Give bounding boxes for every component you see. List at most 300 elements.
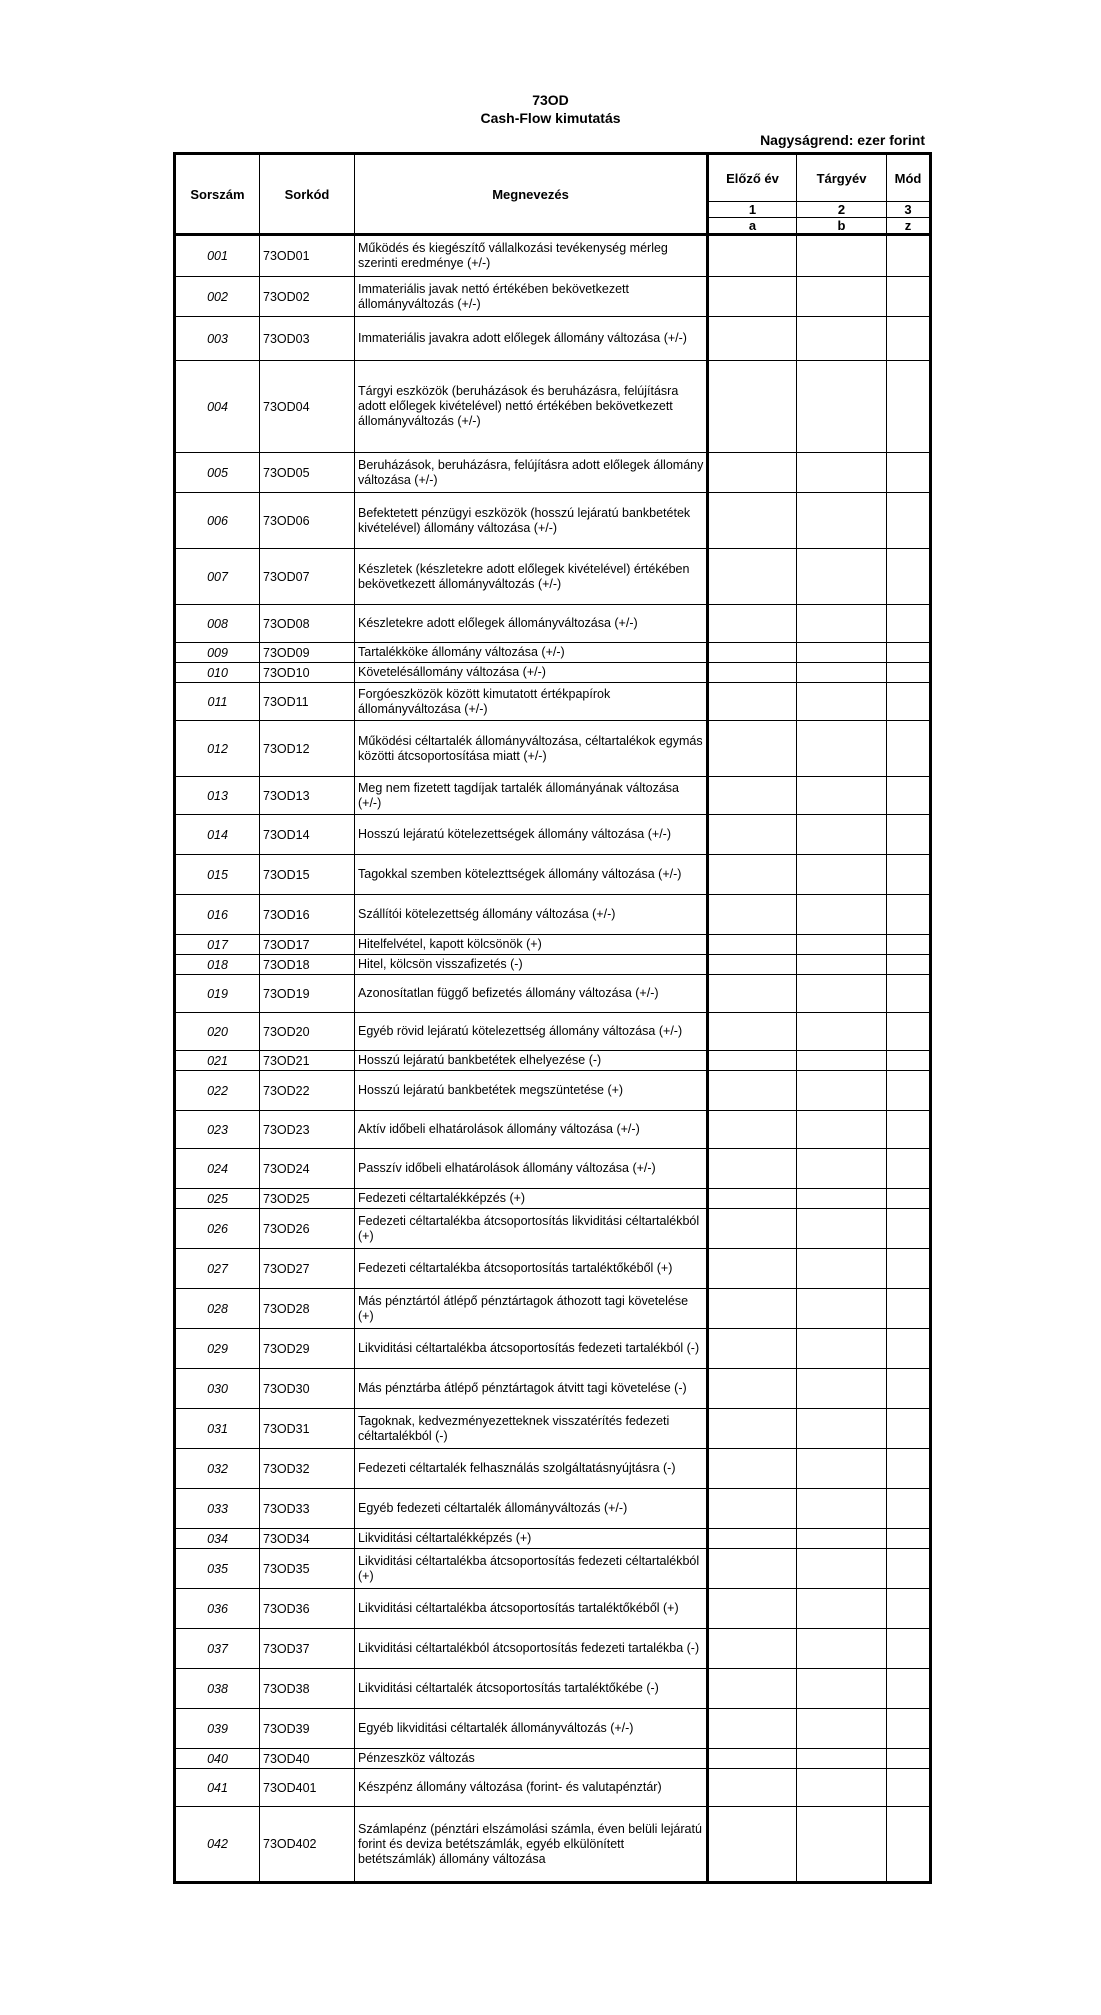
row-mod-value-cell[interactable] bbox=[887, 975, 931, 1013]
row-prev-value-cell[interactable] bbox=[708, 1111, 797, 1149]
row-seq: 002 bbox=[175, 277, 260, 317]
row-prev-value-cell[interactable] bbox=[708, 777, 797, 815]
table-row bbox=[175, 1769, 931, 1807]
row-code: 73OD29 bbox=[260, 1329, 355, 1369]
row-seq: 012 bbox=[175, 721, 260, 777]
row-name: Készpénz állomány változása (forint- és valutapénztár) bbox=[355, 1769, 708, 1807]
row-mod-value-cell[interactable] bbox=[887, 643, 931, 663]
row-prev-value-cell[interactable] bbox=[708, 1449, 797, 1489]
row-mod-value-cell[interactable] bbox=[887, 1249, 931, 1289]
row-curr-value-cell[interactable] bbox=[797, 361, 887, 453]
row-prev-value-cell[interactable] bbox=[708, 549, 797, 605]
row-name: Likviditási céltartalékba átcsoportosítás fedezeti céltartalékból (+) bbox=[355, 1549, 708, 1589]
row-curr-value-cell[interactable] bbox=[797, 1249, 887, 1289]
row-prev-value-cell[interactable] bbox=[708, 1209, 797, 1249]
row-code: 73OD10 bbox=[260, 663, 355, 683]
row-code: 73OD06 bbox=[260, 493, 355, 549]
row-code: 73OD09 bbox=[260, 643, 355, 663]
row-code: 73OD26 bbox=[260, 1209, 355, 1249]
row-name: Tartalékköke állomány változása (+/-) bbox=[355, 643, 708, 663]
row-code: 73OD33 bbox=[260, 1489, 355, 1529]
row-mod-value-cell[interactable] bbox=[887, 361, 931, 453]
row-mod-value-cell[interactable] bbox=[887, 1409, 931, 1449]
row-name: Követelésállomány változása (+/-) bbox=[355, 663, 708, 683]
row-seq: 042 bbox=[175, 1807, 260, 1883]
table-row bbox=[175, 1489, 931, 1529]
form-title: Cash-Flow kimutatás bbox=[480, 110, 621, 126]
row-prev-value-cell[interactable] bbox=[708, 1807, 797, 1883]
row-seq: 023 bbox=[175, 1111, 260, 1149]
table-row bbox=[175, 1549, 931, 1589]
row-code: 73OD35 bbox=[260, 1549, 355, 1589]
row-name: Passzív időbeli elhatárolások állomány változása (+/-) bbox=[355, 1149, 708, 1189]
row-prev-value-cell[interactable] bbox=[708, 361, 797, 453]
row-mod-value-cell[interactable] bbox=[887, 1209, 931, 1249]
row-code: 73OD17 bbox=[260, 935, 355, 955]
row-code: 73OD05 bbox=[260, 453, 355, 493]
table-row bbox=[175, 663, 931, 683]
row-curr-value-cell[interactable] bbox=[797, 1549, 887, 1589]
row-prev-value-cell[interactable] bbox=[708, 1369, 797, 1409]
row-seq: 014 bbox=[175, 815, 260, 855]
row-name: Meg nem fizetett tagdíjak tartalék állományának változása (+/-) bbox=[355, 777, 708, 815]
table-row bbox=[175, 1749, 931, 1769]
row-seq: 021 bbox=[175, 1051, 260, 1071]
row-mod-value-cell[interactable] bbox=[887, 1629, 931, 1669]
table-row bbox=[175, 1189, 931, 1209]
row-name: Hosszú lejáratú bankbetétek elhelyezése (-) bbox=[355, 1051, 708, 1071]
row-seq: 013 bbox=[175, 777, 260, 815]
row-prev-value-cell[interactable] bbox=[708, 1709, 797, 1749]
row-prev-value-cell[interactable] bbox=[708, 1249, 797, 1289]
row-curr-value-cell[interactable] bbox=[797, 1769, 887, 1807]
row-name: Immateriális javak nettó értékében bekövetkezett állományváltozás (+/-) bbox=[355, 277, 708, 317]
row-curr-value-cell[interactable] bbox=[797, 1051, 887, 1071]
row-curr-value-cell[interactable] bbox=[797, 605, 887, 643]
row-seq: 037 bbox=[175, 1629, 260, 1669]
row-code: 73OD25 bbox=[260, 1189, 355, 1209]
table-row bbox=[175, 1051, 931, 1071]
row-seq: 027 bbox=[175, 1249, 260, 1289]
row-prev-value-cell[interactable] bbox=[708, 1189, 797, 1209]
row-prev-value-cell[interactable] bbox=[708, 1669, 797, 1709]
row-curr-value-cell[interactable] bbox=[797, 1111, 887, 1149]
col-num-prev: 1 bbox=[708, 202, 797, 218]
row-name: Más pénztártól átlépő pénztártagok áthozott tagi követelése (+) bbox=[355, 1289, 708, 1329]
row-mod-value-cell[interactable] bbox=[887, 1807, 931, 1883]
row-code: 73OD31 bbox=[260, 1409, 355, 1449]
row-mod-value-cell[interactable] bbox=[887, 935, 931, 955]
row-prev-value-cell[interactable] bbox=[708, 235, 797, 277]
row-mod-value-cell[interactable] bbox=[887, 1489, 931, 1529]
table-row bbox=[175, 1249, 931, 1289]
col-header-name: Megnevezés bbox=[355, 154, 708, 235]
row-seq: 041 bbox=[175, 1769, 260, 1807]
row-code: 73OD40 bbox=[260, 1749, 355, 1769]
row-seq: 038 bbox=[175, 1669, 260, 1709]
row-prev-value-cell[interactable] bbox=[708, 493, 797, 549]
row-seq: 020 bbox=[175, 1013, 260, 1051]
row-prev-value-cell[interactable] bbox=[708, 1529, 797, 1549]
row-mod-value-cell[interactable] bbox=[887, 453, 931, 493]
row-code: 73OD18 bbox=[260, 955, 355, 975]
table-row bbox=[175, 935, 931, 955]
row-code: 73OD12 bbox=[260, 721, 355, 777]
row-curr-value-cell[interactable] bbox=[797, 549, 887, 605]
row-code: 73OD402 bbox=[260, 1807, 355, 1883]
row-seq: 036 bbox=[175, 1589, 260, 1629]
row-name: Készletek (készletekre adott előlegek kivételével) értékében bekövetkezett állományváltozás (+/-) bbox=[355, 549, 708, 605]
row-seq: 024 bbox=[175, 1149, 260, 1189]
table-row bbox=[175, 1589, 931, 1629]
row-curr-value-cell[interactable] bbox=[797, 317, 887, 361]
row-name: Likviditási céltartalékba átcsoportosítás tartaléktőkéből (+) bbox=[355, 1589, 708, 1629]
row-curr-value-cell[interactable] bbox=[797, 855, 887, 895]
row-prev-value-cell[interactable] bbox=[708, 721, 797, 777]
row-curr-value-cell[interactable] bbox=[797, 453, 887, 493]
row-seq: 033 bbox=[175, 1489, 260, 1529]
row-curr-value-cell[interactable] bbox=[797, 1807, 887, 1883]
row-seq: 015 bbox=[175, 855, 260, 895]
col-letter-curr: b bbox=[797, 218, 887, 235]
row-name: Működés és kiegészítő vállalkozási tevékenység mérleg szerinti eredménye (+/-) bbox=[355, 235, 708, 277]
row-code: 73OD03 bbox=[260, 317, 355, 361]
row-seq: 016 bbox=[175, 895, 260, 935]
row-prev-value-cell[interactable] bbox=[708, 1769, 797, 1807]
row-curr-value-cell[interactable] bbox=[797, 1589, 887, 1629]
row-prev-value-cell[interactable] bbox=[708, 663, 797, 683]
row-name: Fedezeti céltartalék felhasználás szolgáltatásnyújtásra (-) bbox=[355, 1449, 708, 1489]
row-mod-value-cell[interactable] bbox=[887, 1369, 931, 1409]
row-seq: 022 bbox=[175, 1071, 260, 1111]
table-row bbox=[175, 895, 931, 935]
row-mod-value-cell[interactable] bbox=[887, 1111, 931, 1149]
row-prev-value-cell[interactable] bbox=[708, 1629, 797, 1669]
table-row bbox=[175, 1209, 931, 1249]
row-curr-value-cell[interactable] bbox=[797, 1669, 887, 1709]
row-code: 73OD21 bbox=[260, 1051, 355, 1071]
row-mod-value-cell[interactable] bbox=[887, 1709, 931, 1749]
table-row bbox=[175, 1669, 931, 1709]
row-prev-value-cell[interactable] bbox=[708, 1489, 797, 1529]
row-prev-value-cell[interactable] bbox=[708, 935, 797, 955]
table-row bbox=[175, 815, 931, 855]
row-curr-value-cell[interactable] bbox=[797, 683, 887, 721]
col-num-mod: 3 bbox=[887, 202, 931, 218]
row-name: Tagokkal szemben kötelezttségek állomány változása (+/-) bbox=[355, 855, 708, 895]
row-curr-value-cell[interactable] bbox=[797, 1369, 887, 1409]
table-row bbox=[175, 643, 931, 663]
row-name: Egyéb fedezeti céltartalék állományváltozás (+/-) bbox=[355, 1489, 708, 1529]
row-code: 73OD01 bbox=[260, 235, 355, 277]
row-name: Szállítói kötelezettség állomány változása (+/-) bbox=[355, 895, 708, 935]
row-name: Egyéb rövid lejáratú kötelezettség állomány változása (+/-) bbox=[355, 1013, 708, 1051]
table-row bbox=[175, 493, 931, 549]
row-prev-value-cell[interactable] bbox=[708, 1071, 797, 1111]
row-curr-value-cell[interactable] bbox=[797, 1329, 887, 1369]
row-code: 73OD02 bbox=[260, 277, 355, 317]
table-row bbox=[175, 1807, 931, 1883]
table-row bbox=[175, 721, 931, 777]
row-name: Forgóeszközök között kimutatott értékpapírok állományváltozása (+/-) bbox=[355, 683, 708, 721]
row-curr-value-cell[interactable] bbox=[797, 1289, 887, 1329]
row-mod-value-cell[interactable] bbox=[887, 1013, 931, 1051]
row-mod-value-cell[interactable] bbox=[887, 1071, 931, 1111]
row-code: 73OD16 bbox=[260, 895, 355, 935]
row-seq: 007 bbox=[175, 549, 260, 605]
table-row bbox=[175, 453, 931, 493]
row-seq: 001 bbox=[175, 235, 260, 277]
table-row bbox=[175, 1071, 931, 1111]
form-code: 73OD bbox=[532, 92, 569, 108]
row-name: Készletekre adott előlegek állományváltozása (+/-) bbox=[355, 605, 708, 643]
row-seq: 032 bbox=[175, 1449, 260, 1489]
row-curr-value-cell[interactable] bbox=[797, 1013, 887, 1051]
row-prev-value-cell[interactable] bbox=[708, 1013, 797, 1051]
row-name: Működési céltartalék állományváltozása, céltartalékok egymás közötti átcsoportosítása miatt (+/-) bbox=[355, 721, 708, 777]
row-code: 73OD27 bbox=[260, 1249, 355, 1289]
row-curr-value-cell[interactable] bbox=[797, 955, 887, 975]
row-name: Beruházások, beruházásra, felújításra adott előlegek állomány változása (+/-) bbox=[355, 453, 708, 493]
row-seq: 039 bbox=[175, 1709, 260, 1749]
row-mod-value-cell[interactable] bbox=[887, 1549, 931, 1589]
row-code: 73OD15 bbox=[260, 855, 355, 895]
row-name: Likviditási céltartalék átcsoportosítás tartaléktőkébe (-) bbox=[355, 1669, 708, 1709]
row-seq: 004 bbox=[175, 361, 260, 453]
table-row bbox=[175, 777, 931, 815]
row-curr-value-cell[interactable] bbox=[797, 1709, 887, 1749]
row-name: Egyéb likviditási céltartalék állományváltozás (+/-) bbox=[355, 1709, 708, 1749]
row-mod-value-cell[interactable] bbox=[887, 1149, 931, 1189]
row-name: Fedezeti céltartalékképzés (+) bbox=[355, 1189, 708, 1209]
row-seq: 025 bbox=[175, 1189, 260, 1209]
col-header-prev: Előző év bbox=[708, 154, 797, 202]
row-name: Likviditási céltartalékból átcsoportosítás fedezeti tartalékba (-) bbox=[355, 1629, 708, 1669]
row-code: 73OD04 bbox=[260, 361, 355, 453]
row-mod-value-cell[interactable] bbox=[887, 721, 931, 777]
row-mod-value-cell[interactable] bbox=[887, 955, 931, 975]
row-curr-value-cell[interactable] bbox=[797, 1629, 887, 1669]
row-name: Pénzeszköz változás bbox=[355, 1749, 708, 1769]
row-curr-value-cell[interactable] bbox=[797, 1489, 887, 1529]
row-prev-value-cell[interactable] bbox=[708, 453, 797, 493]
table-row bbox=[175, 361, 931, 453]
row-code: 73OD38 bbox=[260, 1669, 355, 1709]
row-seq: 011 bbox=[175, 683, 260, 721]
row-curr-value-cell[interactable] bbox=[797, 975, 887, 1013]
row-prev-value-cell[interactable] bbox=[708, 815, 797, 855]
row-mod-value-cell[interactable] bbox=[887, 1449, 931, 1489]
row-seq: 010 bbox=[175, 663, 260, 683]
row-code: 73OD34 bbox=[260, 1529, 355, 1549]
row-mod-value-cell[interactable] bbox=[887, 1051, 931, 1071]
row-code: 73OD08 bbox=[260, 605, 355, 643]
row-code: 73OD13 bbox=[260, 777, 355, 815]
row-prev-value-cell[interactable] bbox=[708, 1329, 797, 1369]
row-curr-value-cell[interactable] bbox=[797, 493, 887, 549]
row-prev-value-cell[interactable] bbox=[708, 1051, 797, 1071]
row-seq: 040 bbox=[175, 1749, 260, 1769]
row-code: 73OD11 bbox=[260, 683, 355, 721]
table-row bbox=[175, 1013, 931, 1051]
row-seq: 029 bbox=[175, 1329, 260, 1369]
row-name: Fedezeti céltartalékba átcsoportosítás tartaléktőkéből (+) bbox=[355, 1249, 708, 1289]
row-curr-value-cell[interactable] bbox=[797, 663, 887, 683]
row-prev-value-cell[interactable] bbox=[708, 1149, 797, 1189]
row-code: 73OD30 bbox=[260, 1369, 355, 1409]
row-code: 73OD39 bbox=[260, 1709, 355, 1749]
row-mod-value-cell[interactable] bbox=[887, 493, 931, 549]
row-name: Számlapénz (pénztári elszámolási számla, éven belüli lejáratú forint és deviza betétszámlák, egyéb elkülönített betétszámlák) állomány változása bbox=[355, 1807, 708, 1883]
row-prev-value-cell[interactable] bbox=[708, 277, 797, 317]
row-seq: 008 bbox=[175, 605, 260, 643]
table-row bbox=[175, 683, 931, 721]
row-curr-value-cell[interactable] bbox=[797, 1071, 887, 1111]
row-name: Más pénztárba átlépő pénztártagok átvitt tagi követelése (-) bbox=[355, 1369, 708, 1409]
row-prev-value-cell[interactable] bbox=[708, 605, 797, 643]
col-header-seq: Sorszám bbox=[175, 154, 260, 235]
row-name: Hosszú lejáratú kötelezettségek állomány változása (+/-) bbox=[355, 815, 708, 855]
row-code: 73OD24 bbox=[260, 1149, 355, 1189]
table-body bbox=[175, 235, 931, 1883]
row-mod-value-cell[interactable] bbox=[887, 663, 931, 683]
table-row bbox=[175, 235, 931, 277]
row-prev-value-cell[interactable] bbox=[708, 683, 797, 721]
row-name: Aktív időbeli elhatárolások állomány változása (+/-) bbox=[355, 1111, 708, 1149]
row-code: 73OD28 bbox=[260, 1289, 355, 1329]
table-header bbox=[175, 154, 931, 235]
row-seq: 005 bbox=[175, 453, 260, 493]
row-name: Immateriális javakra adott előlegek állomány változása (+/-) bbox=[355, 317, 708, 361]
row-curr-value-cell[interactable] bbox=[797, 1409, 887, 1449]
col-num-curr: 2 bbox=[797, 202, 887, 218]
table-row bbox=[175, 1369, 931, 1409]
table-row bbox=[175, 1449, 931, 1489]
row-seq: 026 bbox=[175, 1209, 260, 1249]
table-row bbox=[175, 1629, 931, 1669]
row-prev-value-cell[interactable] bbox=[708, 975, 797, 1013]
row-code: 73OD20 bbox=[260, 1013, 355, 1051]
row-curr-value-cell[interactable] bbox=[797, 777, 887, 815]
row-prev-value-cell[interactable] bbox=[708, 855, 797, 895]
table-row bbox=[175, 1409, 931, 1449]
row-mod-value-cell[interactable] bbox=[887, 1669, 931, 1709]
row-mod-value-cell[interactable] bbox=[887, 1529, 931, 1549]
cashflow-table bbox=[173, 152, 932, 1884]
row-seq: 028 bbox=[175, 1289, 260, 1329]
row-mod-value-cell[interactable] bbox=[887, 895, 931, 935]
row-prev-value-cell[interactable] bbox=[708, 955, 797, 975]
row-code: 73OD19 bbox=[260, 975, 355, 1013]
row-curr-value-cell[interactable] bbox=[797, 1149, 887, 1189]
row-mod-value-cell[interactable] bbox=[887, 1749, 931, 1769]
row-curr-value-cell[interactable] bbox=[797, 1189, 887, 1209]
row-prev-value-cell[interactable] bbox=[708, 643, 797, 663]
row-prev-value-cell[interactable] bbox=[708, 1409, 797, 1449]
row-seq: 030 bbox=[175, 1369, 260, 1409]
row-name: Befektetett pénzügyi eszközök (hosszú lejáratú bankbetétek kivételével) állomány változása (+/-) bbox=[355, 493, 708, 549]
table-row bbox=[175, 1329, 931, 1369]
row-name: Tagoknak, kedvezményezetteknek visszatérítés fedezeti céltartalékból (-) bbox=[355, 1409, 708, 1449]
row-mod-value-cell[interactable] bbox=[887, 855, 931, 895]
row-prev-value-cell[interactable] bbox=[708, 1749, 797, 1769]
row-name: Azonosítatlan függő befizetés állomány változása (+/-) bbox=[355, 975, 708, 1013]
row-prev-value-cell[interactable] bbox=[708, 1589, 797, 1629]
row-curr-value-cell[interactable] bbox=[797, 1209, 887, 1249]
row-mod-value-cell[interactable] bbox=[887, 1189, 931, 1209]
col-header-code: Sorkód bbox=[260, 154, 355, 235]
row-name: Hitelfelvétel, kapott kölcsönök (+) bbox=[355, 935, 708, 955]
row-prev-value-cell[interactable] bbox=[708, 1549, 797, 1589]
row-name: Likviditási céltartalékképzés (+) bbox=[355, 1529, 708, 1549]
row-name: Hitel, kölcsön visszafizetés (-) bbox=[355, 955, 708, 975]
col-header-curr: Tárgyév bbox=[797, 154, 887, 202]
table-row bbox=[175, 605, 931, 643]
row-code: 73OD07 bbox=[260, 549, 355, 605]
row-seq: 018 bbox=[175, 955, 260, 975]
row-curr-value-cell[interactable] bbox=[797, 277, 887, 317]
row-mod-value-cell[interactable] bbox=[887, 1329, 931, 1369]
row-mod-value-cell[interactable] bbox=[887, 1769, 931, 1807]
row-mod-value-cell[interactable] bbox=[887, 777, 931, 815]
row-curr-value-cell[interactable] bbox=[797, 935, 887, 955]
row-mod-value-cell[interactable] bbox=[887, 605, 931, 643]
row-code: 73OD37 bbox=[260, 1629, 355, 1669]
row-mod-value-cell[interactable] bbox=[887, 235, 931, 277]
table-row bbox=[175, 1709, 931, 1749]
row-code: 73OD23 bbox=[260, 1111, 355, 1149]
row-mod-value-cell[interactable] bbox=[887, 277, 931, 317]
row-mod-value-cell[interactable] bbox=[887, 815, 931, 855]
row-mod-value-cell[interactable] bbox=[887, 549, 931, 605]
row-mod-value-cell[interactable] bbox=[887, 1589, 931, 1629]
row-curr-value-cell[interactable] bbox=[797, 1449, 887, 1489]
row-prev-value-cell[interactable] bbox=[708, 1289, 797, 1329]
row-mod-value-cell[interactable] bbox=[887, 683, 931, 721]
row-name: Likviditási céltartalékba átcsoportosítás fedezeti tartalékból (-) bbox=[355, 1329, 708, 1369]
col-letter-prev: a bbox=[708, 218, 797, 235]
row-prev-value-cell[interactable] bbox=[708, 895, 797, 935]
col-letter-mod: z bbox=[887, 218, 931, 235]
table-row bbox=[175, 855, 931, 895]
row-mod-value-cell[interactable] bbox=[887, 1289, 931, 1329]
row-code: 73OD32 bbox=[260, 1449, 355, 1489]
row-seq: 017 bbox=[175, 935, 260, 955]
col-header-mod: Mód bbox=[887, 154, 931, 202]
row-name: Tárgyi eszközök (beruházások és beruházásra, felújításra adott előlegek kivételével) nettó értékében bekövetkezett állományváltozás (+/-) bbox=[355, 361, 708, 453]
row-curr-value-cell[interactable] bbox=[797, 643, 887, 663]
row-seq: 034 bbox=[175, 1529, 260, 1549]
table-row bbox=[175, 955, 931, 975]
row-mod-value-cell[interactable] bbox=[887, 317, 931, 361]
row-seq: 019 bbox=[175, 975, 260, 1013]
row-curr-value-cell[interactable] bbox=[797, 895, 887, 935]
row-code: 73OD14 bbox=[260, 815, 355, 855]
row-seq: 035 bbox=[175, 1549, 260, 1589]
row-prev-value-cell[interactable] bbox=[708, 317, 797, 361]
row-curr-value-cell[interactable] bbox=[797, 1529, 887, 1549]
row-code: 73OD22 bbox=[260, 1071, 355, 1111]
row-curr-value-cell[interactable] bbox=[797, 721, 887, 777]
table-row bbox=[175, 975, 931, 1013]
row-curr-value-cell[interactable] bbox=[797, 815, 887, 855]
table-row bbox=[175, 1111, 931, 1149]
row-curr-value-cell[interactable] bbox=[797, 1749, 887, 1769]
row-curr-value-cell[interactable] bbox=[797, 235, 887, 277]
unit-label: Nagyságrend: ezer forint bbox=[760, 132, 925, 148]
table-row bbox=[175, 277, 931, 317]
row-code: 73OD401 bbox=[260, 1769, 355, 1807]
